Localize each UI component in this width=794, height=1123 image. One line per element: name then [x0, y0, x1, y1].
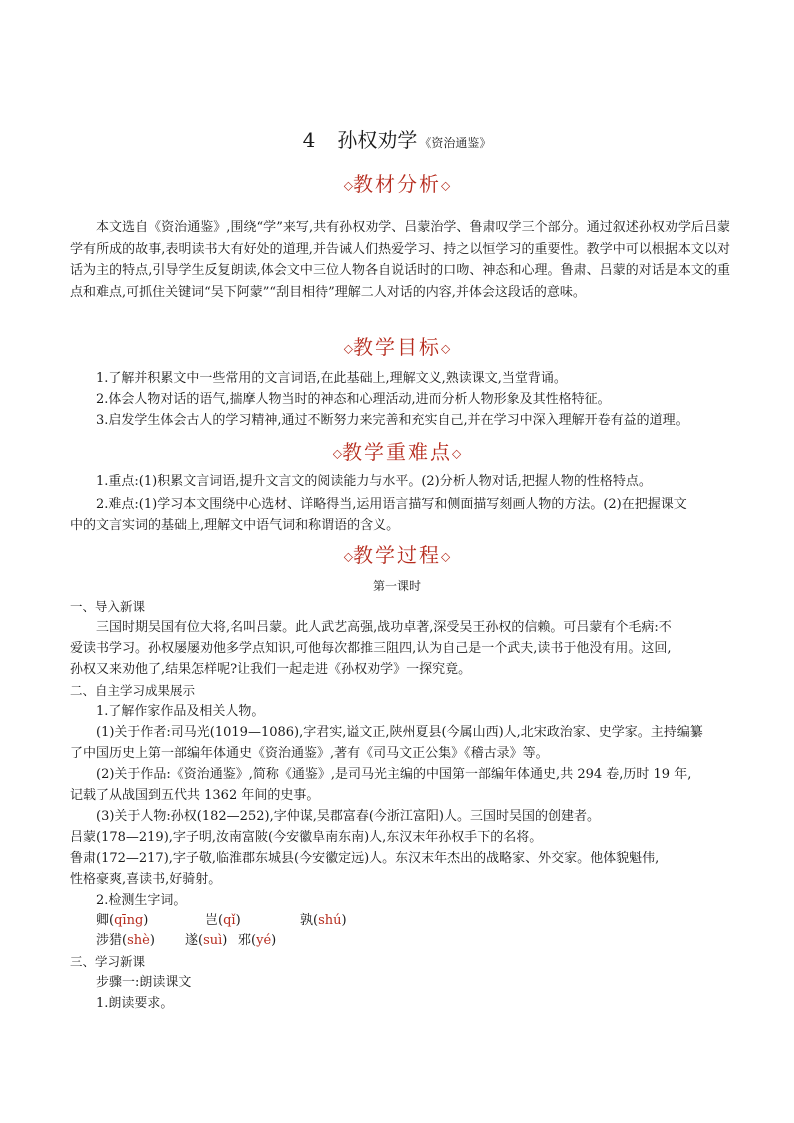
diamond-icon: ◇ [343, 178, 353, 193]
lesson-number: 4 [302, 128, 316, 152]
vocab-entry: 岂(qǐ) [205, 913, 241, 928]
goal-item: 1.了解并积累文中一些常用的文言词语,在此基础上,理解文义,熟读课文,当堂背诵。 [96, 371, 567, 386]
section-heading-analysis [0, 170, 794, 200]
person-line: (3)关于人物:孙权(182—252),字仲谋,吴郡富春(今浙江富阳)人。三国时吴国的创建者。 [96, 809, 600, 824]
person-line: 性格豪爽,喜读书,好骑射。 [70, 872, 222, 887]
intro-line: 孙权又来劝他了,结果怎样呢?让我们一起走进《孙权劝学》一探究竟。 [70, 662, 472, 677]
part-heading-2: 二、自主学习成果展示 [70, 683, 196, 698]
diamond-icon: ◇ [441, 341, 451, 356]
vocab-entry: 遂(suì) [185, 933, 228, 948]
analysis-paragraph: 本文选自《资治通鉴》,围绕“学”来写,共有孙权劝学、吕蒙治学、鲁肃叹学三个部分。通过叙述孙权劝学后吕蒙学有所成的故事,表明读书大有好处的道理,并告诫人们热爱学习、持之以恒学习的重要性。教学中可以根据本文以对话为主的特点,引导学生反复朗读,体会文中三位人物各自说话时的口吻、神态和心理。鲁肃、吕蒙的对话是本文的重点和难点,可抓住关键词“吴下阿蒙”“刮目相待”理解二人对话的内容,并体会这段话的意味。 [70, 220, 730, 300]
author-line: 了中国历史上第一部编年体通史《资治通鉴》,著有《司马文正公集》《稽古录》等。 [70, 746, 549, 761]
pinyin: yé [256, 933, 272, 948]
intro-line: 爱读书学习。孙权屡屡劝他多学点知识,可他每次都推三阻四,认为自己是一个武夫,读书于他没有用。这回, [70, 641, 672, 656]
person-line: 鲁肃(172—217),字子敬,临淮郡东城县(今安徽定远)人。东汉末年杰出的战略家、外交家。他体貌魁伟, [70, 851, 660, 866]
vocab-entry: 邪(yé) [238, 933, 277, 948]
part-heading-1: 一、导入新课 [70, 599, 146, 614]
vocab-entry: 涉猎(shè) [96, 933, 155, 948]
reading-item: 1.朗读要求。 [96, 996, 174, 1011]
work-line: 记载了从战国到五代共 1362 年间的史事。 [70, 788, 320, 803]
section-heading-goals-text: 教学目标 [353, 335, 441, 359]
study-item-1: 1.了解作家作品及相关人物。 [96, 704, 265, 719]
section-heading-process-text: 教学过程 [353, 543, 441, 567]
author-line: (1)关于作者:司马光(1019—1086),字君实,谥文正,陕州夏县(今属山西)人,北宋政治家、史学家。主持编纂 [96, 725, 703, 740]
section-heading-key-points-text: 教学重难点 [342, 440, 452, 464]
diamond-icon: ◇ [343, 549, 353, 564]
section-heading-process [0, 541, 794, 571]
diamond-icon: ◇ [441, 178, 451, 193]
key-point-2-line-2: 中的文言实词的基础上,理解文中语气词和称谓语的含义。 [70, 518, 400, 533]
key-point-2-line-1: 2.难点:(1)学习本文围绕中心选材、详略得当,运用语言描写和侧面描写刻画人物的方法。(2)在把握课文 [96, 497, 687, 512]
diamond-icon: ◇ [441, 549, 451, 564]
lesson-source: 《资治通鉴》 [419, 136, 492, 150]
lesson-title-text: 孙权劝学 [337, 128, 418, 152]
vocab-entry: 卿(qīng) [96, 913, 149, 928]
step-heading: 步骤一:朗读课文 [96, 975, 192, 990]
diamond-icon: ◇ [343, 341, 353, 356]
person-line: 吕蒙(178—219),字子明,汝南富陂(今安徽阜南东南)人,东汉末年孙权手下的名将。 [70, 830, 543, 845]
lesson-period-label: 第一课时 [372, 579, 421, 593]
diamond-icon: ◇ [452, 446, 462, 461]
part-heading-3: 三、学习新课 [70, 954, 146, 969]
vocab-entry: 孰(shú) [300, 913, 347, 928]
section-heading-analysis-text: 教材分析 [353, 172, 441, 196]
pinyin: qīng [114, 913, 144, 928]
section-heading-goals [0, 333, 794, 363]
pinyin: shè [127, 933, 150, 948]
study-item-2: 2.检测生字词。 [96, 893, 187, 908]
diamond-icon: ◇ [332, 446, 342, 461]
pinyin: suì [203, 933, 223, 948]
section-heading-key-points [0, 438, 794, 468]
work-line: (2)关于作品:《资治通鉴》,简称《通鉴》,是司马光主编的中国第一部编年体通史,共 294 卷,历时 19 年, [96, 767, 692, 782]
goal-item: 2.体会人物对话的语气,揣摩人物当时的神态和心理活动,进而分析人物形象及其性格特征。 [96, 392, 611, 407]
goal-item: 3.启发学生体会古人的学习精神,通过不断努力来完善和充实自己,并在学习中深入理解开卷有益的道理。 [96, 413, 689, 428]
intro-line: 三国时期吴国有位大将,名叫吕蒙。此人武艺高强,战功卓著,深受吴王孙权的信赖。可吕蒙有个毛病:不 [96, 620, 672, 635]
key-point-1: 1.重点:(1)积累文言词语,提升文言文的阅读能力与水平。(2)分析人物对话,把握人物的性格特点。 [96, 474, 652, 489]
lesson-title [0, 126, 794, 157]
pinyin: shú [318, 913, 342, 928]
pinyin: qǐ [223, 913, 236, 928]
